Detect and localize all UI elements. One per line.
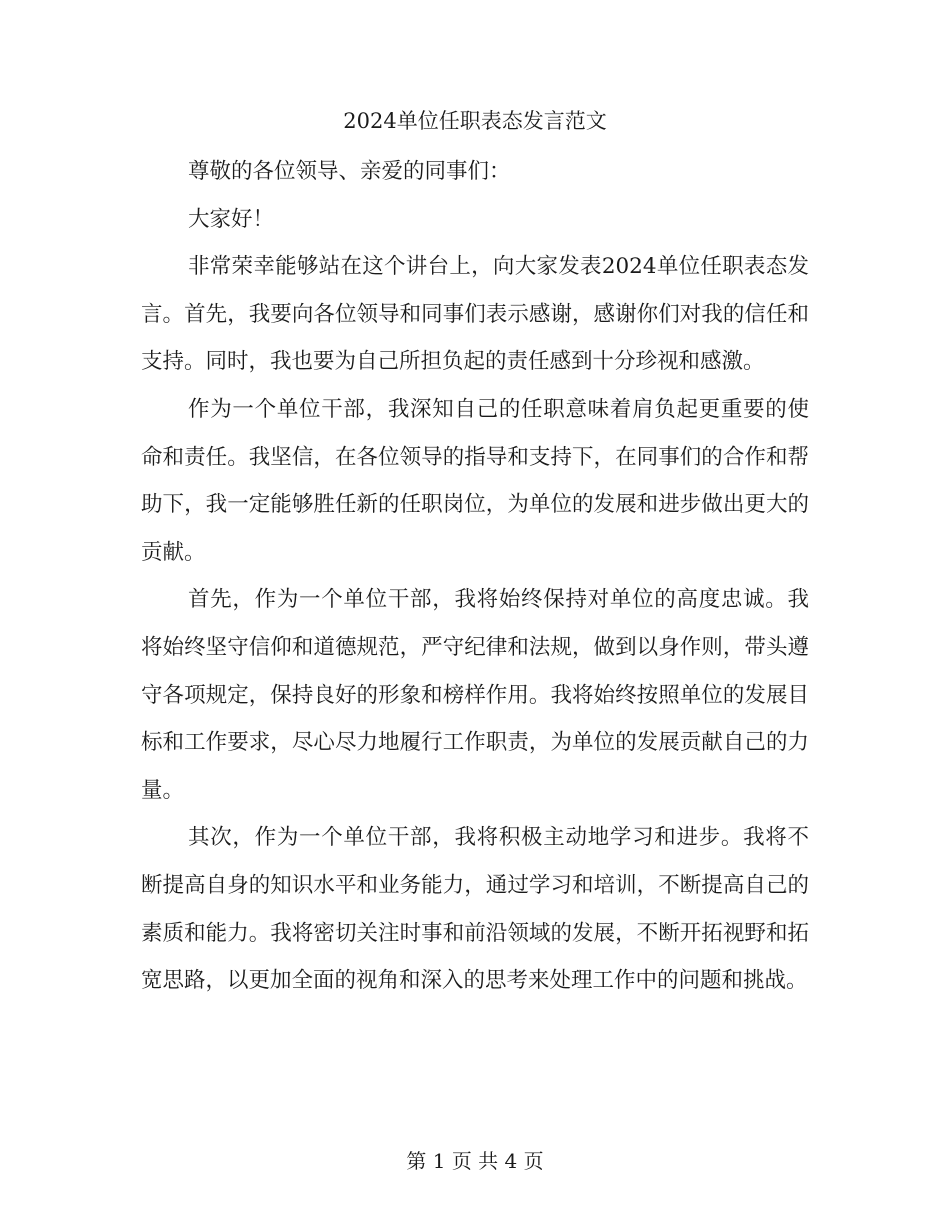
paragraph-role: 作为一个单位干部，我深知自己的任职意味着肩负起更重要的使命和责任。我坚信，在各位领导的指导和支持下，在同事们的合作和帮助下，我一定能够胜任新的任职岗位，为单位的发展和进步做出更大的贡献。 [141, 396, 809, 565]
greeting: 大家好！ [188, 206, 275, 232]
paragraph-opening: 非常荣幸能够站在这个讲台上，向大家发表2024单位任职表态发言。首先，我要向各位领导和同事们表示感谢，感谢你们对我的信任和支持。同时，我也要为自己所担负起的责任感到十分珍视和感激。 [141, 254, 809, 375]
paragraph-learning: 其次，作为一个单位干部，我将积极主动地学习和进步。我将不断提高自身的知识水平和业务能力，通过学习和培训，不断提高自己的素质和能力。我将密切关注时事和前沿领域的发展，不断开拓视野和拓宽思路，以更加全面的视角和深入的思考来处理工作中的问题和挑战。 [141, 825, 809, 994]
salutation: 尊敬的各位领导、亲爱的同事们： [188, 159, 511, 184]
document-body [141, 148, 809, 1005]
paragraph-loyalty: 首先，作为一个单位干部，我将始终保持对单位的高度忠诚。我将始终坚守信仰和道德规范，严守纪律和法规，做到以身作则，带头遵守各项规定，保持良好的形象和榜样作用。我将始终按照单位的发展目标和工作要求，尽心尽力地履行工作职责，为单位的发展贡献自己的力量。 [141, 587, 809, 803]
page-footer: 第 1 页 共 4 页 [406, 1149, 544, 1173]
document-title: 2024单位任职表态发言范文 [343, 109, 607, 133]
